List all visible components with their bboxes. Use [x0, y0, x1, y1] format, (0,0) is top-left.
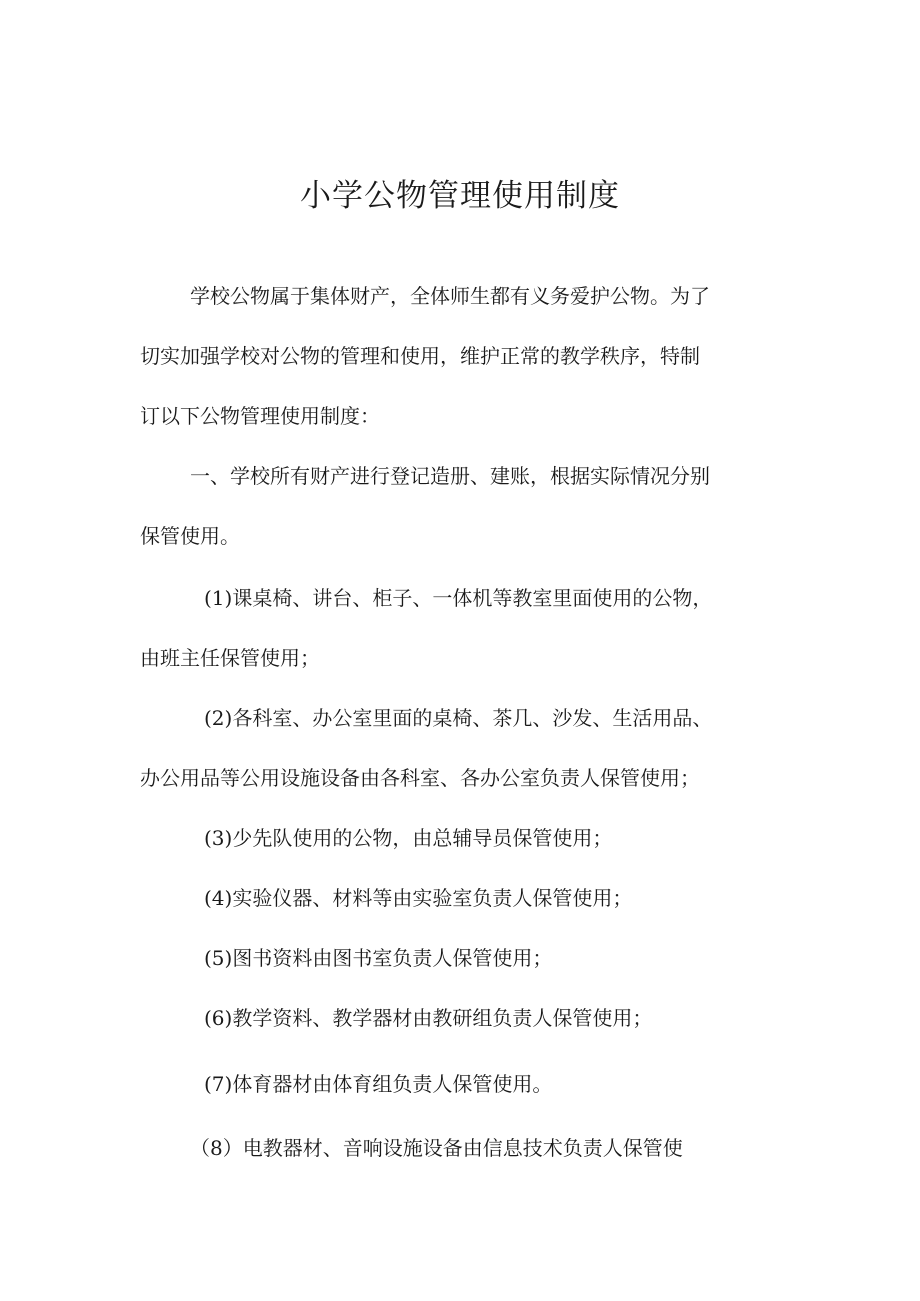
item2-line-2: 办公用品等公用设施设备由各科室、各办公室负责人保管使用；: [140, 766, 700, 790]
page-title: 小学公物管理使用制度: [300, 178, 620, 214]
section1-line-2: 保管使用。: [140, 524, 240, 548]
item5-line: (5)图书资料由图书室负责人保管使用；: [204, 946, 553, 970]
item1-line-2: 由班主任保管使用；: [140, 646, 320, 670]
intro-line-2: 切实加强学校对公物的管理和使用，维护正常的教学秩序，特制: [140, 344, 700, 368]
item4-line: (4)实验仪器、材料等由实验室负责人保管使用；: [204, 886, 633, 910]
section1-line-1: 一、学校所有财产进行登记造册、建账，根据实际情况分别: [190, 464, 710, 488]
item7-line: (7)体育器材由体育组负责人保管使用。: [204, 1072, 553, 1096]
item2-line-1: (2)各科室、办公室里面的桌椅、茶几、沙发、生活用品、: [204, 706, 713, 730]
item1-line-1: (1)课桌椅、讲台、柜子、一体机等教室里面使用的公物，: [204, 586, 713, 610]
item8-line: （8）电教器材、音响设施设备由信息技术负责人保管使: [190, 1136, 683, 1160]
intro-line-3: 订以下公物管理使用制度：: [140, 404, 380, 428]
item3-line: (3)少先队使用的公物，由总辅导员保管使用；: [204, 826, 613, 850]
item6-line: (6)教学资料、教学器材由教研组负责人保管使用；: [204, 1006, 653, 1030]
intro-line-1: 学校公物属于集体财产，全体师生都有义务爱护公物。为了: [190, 284, 710, 308]
